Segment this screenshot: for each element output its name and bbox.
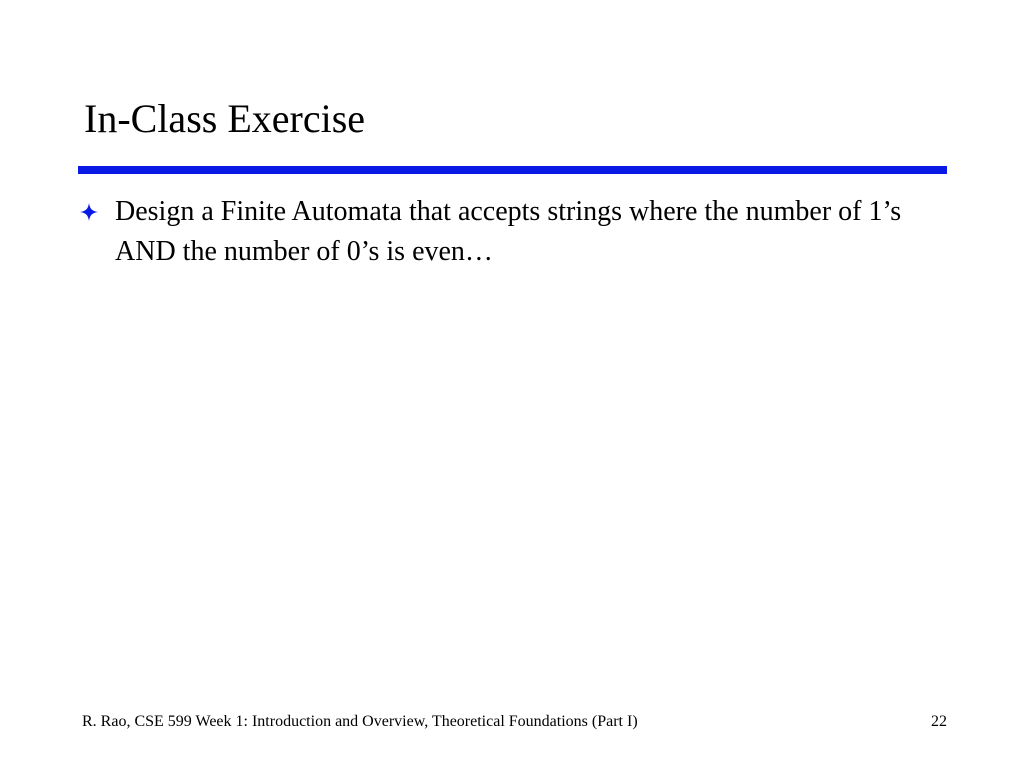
four-point-star-icon (78, 192, 115, 232)
bullet-list (78, 192, 938, 272)
title-underline (78, 166, 947, 174)
slide-title: In-Class Exercise (84, 96, 366, 141)
footer-text: R. Rao, CSE 599 Week 1: Introduction and Overview, Theoretical Foundations (Part I) (82, 713, 638, 730)
page-number: 22 (931, 713, 947, 730)
bullet-item (78, 192, 938, 272)
bullet-text: Design a Finite Automata that accepts strings where the number of 1’s AND the number of 0’s is even… (115, 196, 902, 267)
